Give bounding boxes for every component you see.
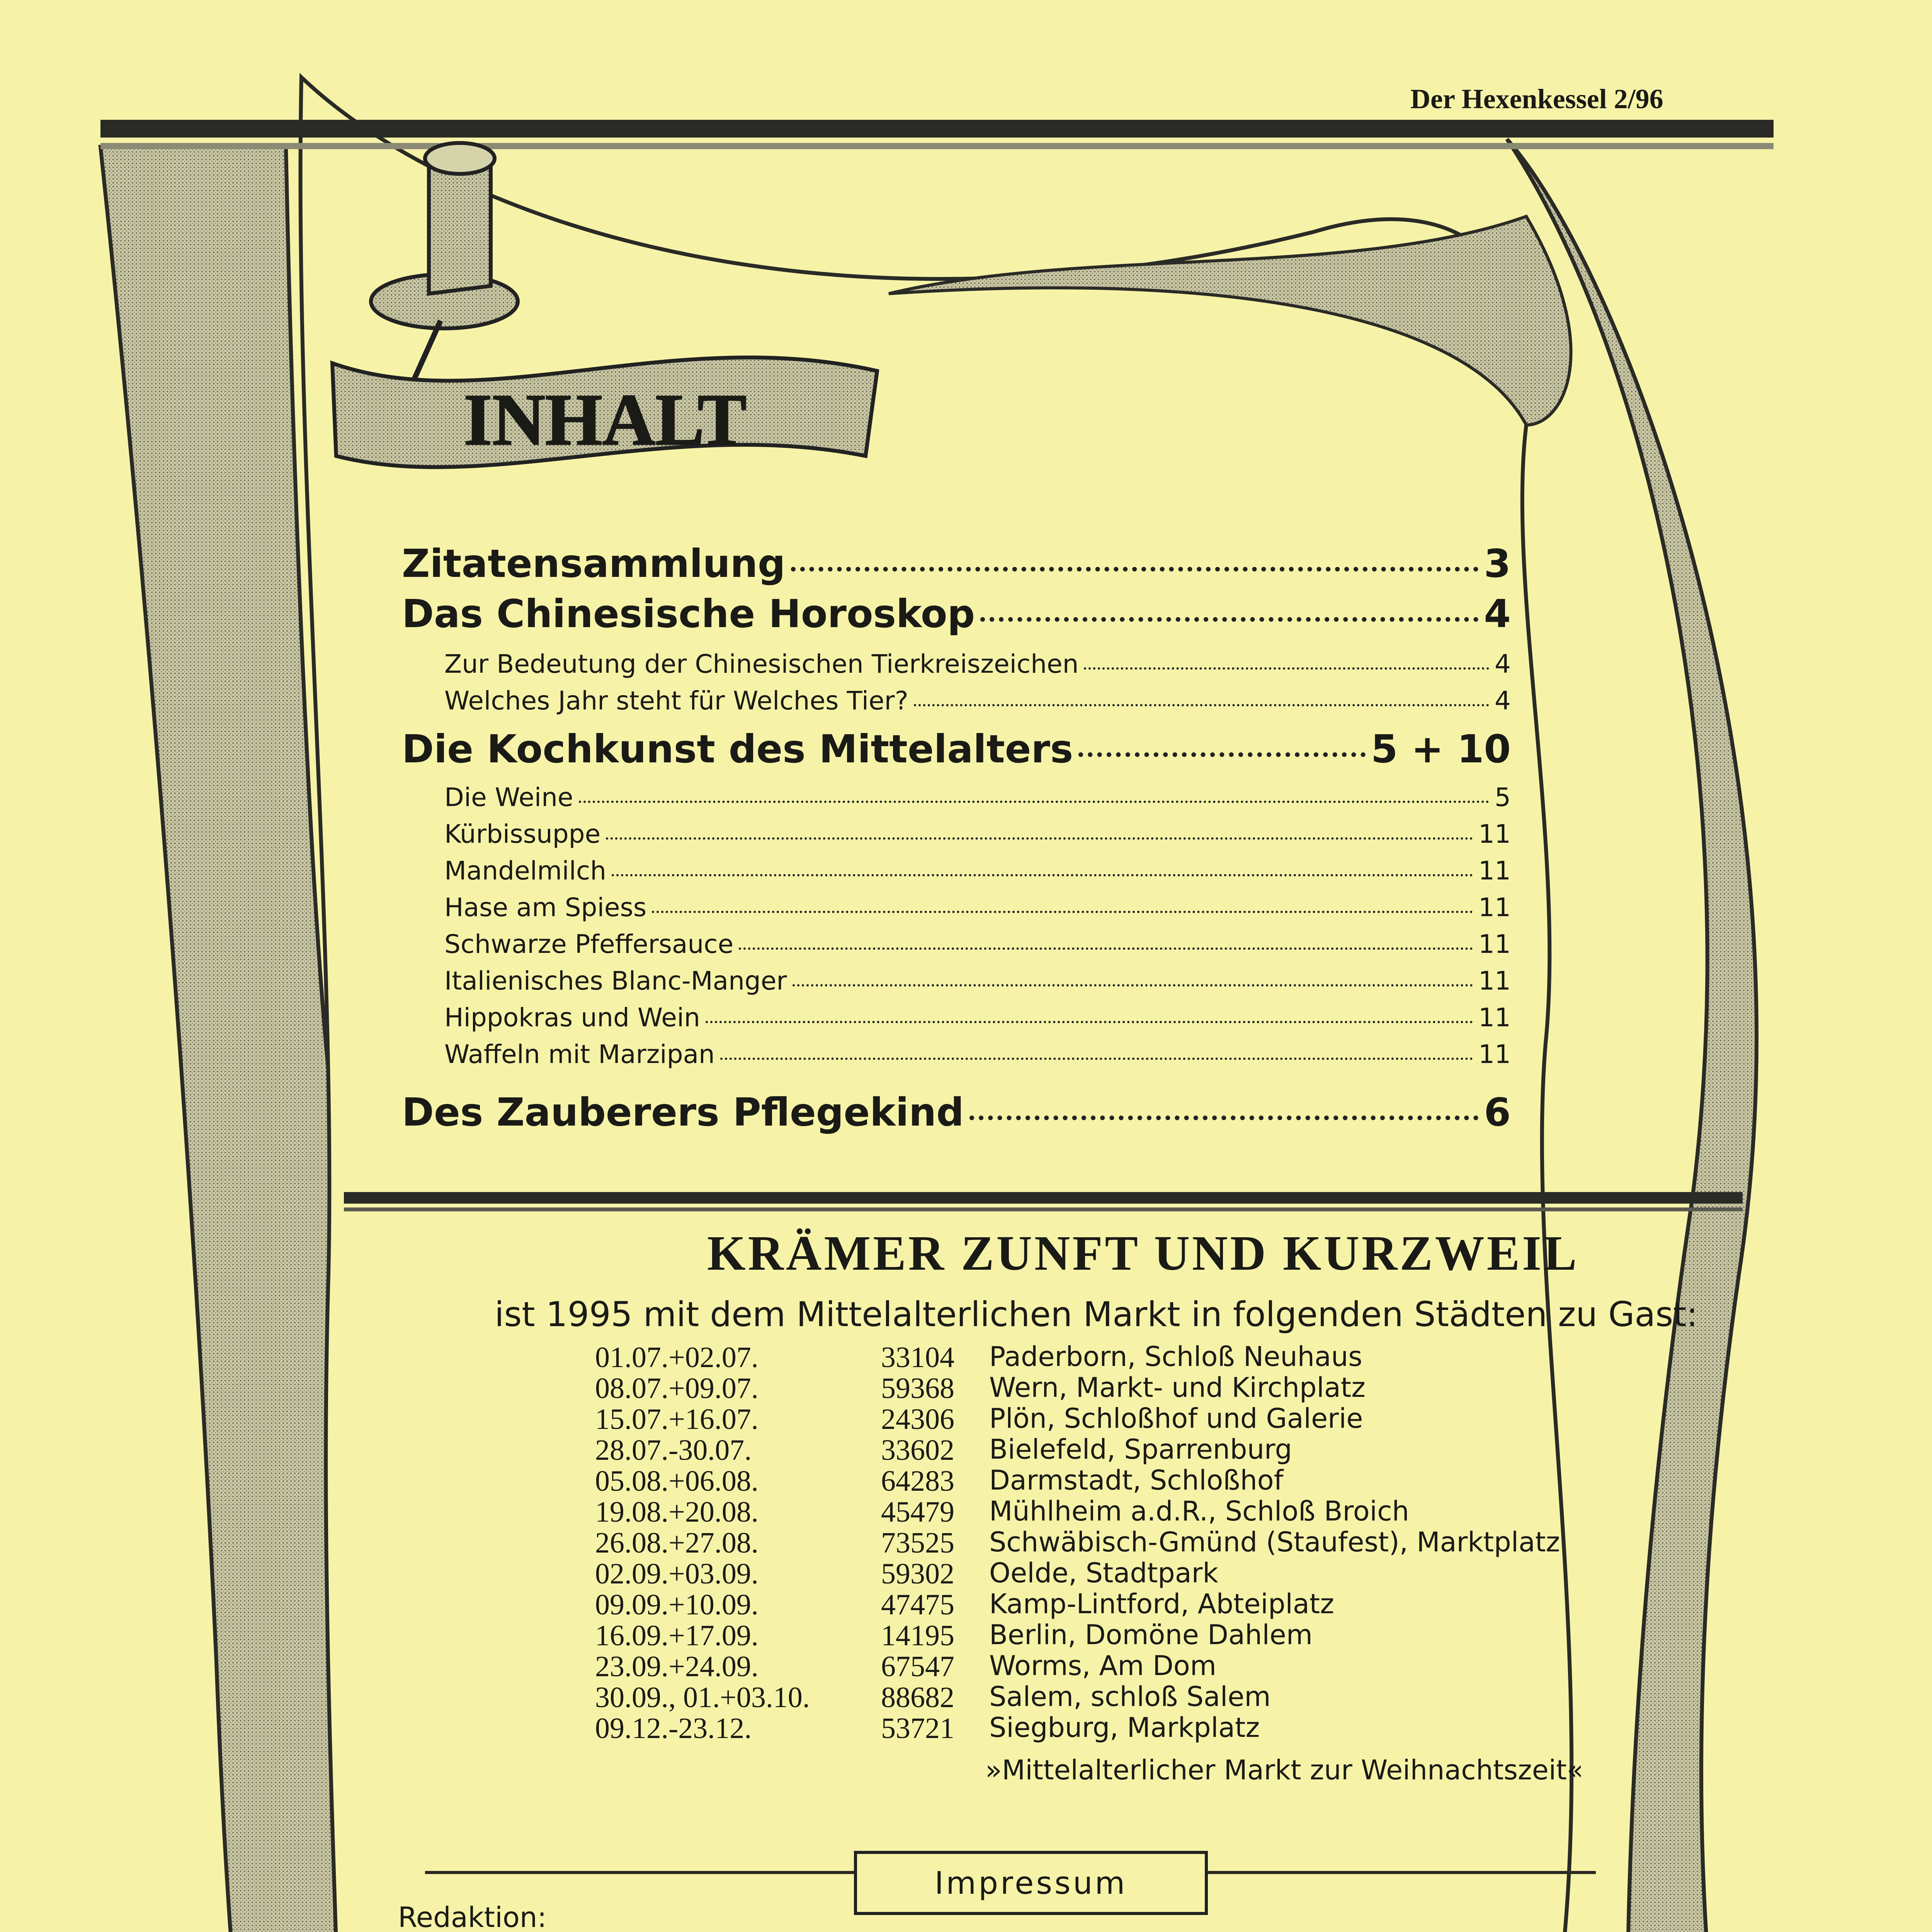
market-place: Salem, schloß Salem [989, 1681, 1271, 1713]
impressum-line-right [1206, 1871, 1596, 1874]
toc-entry-label: Mandelmilch [444, 856, 607, 886]
market-place: Bielefeld, Sparrenburg [989, 1434, 1292, 1465]
top-rule [100, 120, 1774, 138]
market-place: Schwäbisch-Gmünd (Staufest), Marktplatz [989, 1526, 1560, 1558]
toc-entry-label: Kürbissuppe [444, 819, 601, 849]
toc-entry-page: 4 [1484, 591, 1511, 636]
toc-entry-page: 4 [1495, 686, 1511, 716]
toc-entry [402, 1090, 1511, 1135]
toc-entry-label: Des Zauberers Pflegekind [402, 1090, 964, 1135]
toc-entry-page: 11 [1478, 893, 1511, 922]
market-place: Mühlheim a.d.R., Schloß Broich [989, 1495, 1409, 1527]
market-zip: 59368 [881, 1372, 954, 1405]
toc-entry-label: Das Chinesische Horoskop [402, 591, 975, 636]
toc-entry [444, 782, 1511, 812]
market-zip: 73525 [881, 1527, 954, 1559]
toc-entry-page: 5 + 10 [1371, 726, 1511, 772]
toc-leader-dots [606, 837, 1473, 840]
toc-leader-dots [1078, 752, 1366, 757]
market-zip: 33602 [881, 1434, 954, 1466]
market-date: 08.07.+09.07. [595, 1372, 759, 1405]
market-zip: 47475 [881, 1588, 954, 1621]
market-date: 01.07.+02.07. [595, 1341, 759, 1374]
market-place: Plön, Schloßhof und Galerie [989, 1403, 1363, 1434]
toc-entry [444, 1039, 1511, 1069]
market-place: Berlin, Domöne Dahlem [989, 1619, 1313, 1651]
market-intro: ist 1995 mit dem Mittelalterlichen Markt in folgenden Städten zu Gast: [495, 1294, 1698, 1334]
market-date: 09.12.-23.12. [595, 1712, 752, 1745]
market-zip: 33104 [881, 1341, 954, 1374]
inhalt-banner [325, 340, 885, 487]
toc-entry-page: 11 [1478, 1039, 1511, 1069]
market-date: 23.09.+24.09. [595, 1650, 759, 1683]
market-zip: 64283 [881, 1465, 954, 1497]
market-zip: 14195 [881, 1619, 954, 1652]
toc-leader-dots [612, 874, 1473, 876]
toc-entry-label: Hase am Spiess [444, 893, 647, 922]
top-rule-thin [100, 143, 1774, 149]
toc-leader-dots [980, 617, 1478, 622]
market-date: 15.07.+16.07. [595, 1403, 759, 1435]
toc-leader-dots [793, 984, 1473, 986]
toc-leader-dots [652, 911, 1473, 913]
toc-entry [402, 541, 1511, 586]
market-date: 02.09.+03.09. [595, 1558, 759, 1590]
market-date: 19.08.+20.08. [595, 1496, 759, 1528]
toc-entry-page: 6 [1484, 1090, 1511, 1135]
toc-entry [444, 929, 1511, 959]
market-zip: 59302 [881, 1558, 954, 1590]
toc-entry-page: 11 [1478, 856, 1511, 886]
toc-leader-dots [914, 704, 1489, 706]
toc-entry [444, 819, 1511, 849]
toc-entry [444, 966, 1511, 996]
toc-entry [402, 591, 1511, 636]
toc-leader-dots [706, 1021, 1473, 1023]
impressum-line-left [425, 1871, 854, 1874]
market-zip: 53721 [881, 1712, 954, 1745]
section-divider [344, 1192, 1743, 1204]
toc-entry [402, 726, 1511, 772]
impressum-heading: Impressum [854, 1851, 1208, 1915]
impressum-label: Redaktion: [398, 1901, 547, 1932]
toc-entry-label: Schwarze Pfeffersauce [444, 929, 734, 959]
toc-entry [444, 1003, 1511, 1032]
inhalt-banner-text: INHALT [464, 379, 747, 461]
toc-leader-dots [579, 801, 1489, 803]
toc-entry [444, 856, 1511, 886]
toc-leader-dots [791, 567, 1479, 571]
market-place: Worms, Am Dom [989, 1650, 1216, 1682]
toc-entry [444, 686, 1511, 716]
market-place: Oelde, Stadtpark [989, 1557, 1218, 1589]
toc-entry-label: Italienisches Blanc-Manger [444, 966, 787, 996]
toc-entry-label: Die Weine [444, 782, 573, 812]
market-date: 28.07.-30.07. [595, 1434, 752, 1466]
market-zip: 67547 [881, 1650, 954, 1683]
toc-entry-label: Waffeln mit Marzipan [444, 1039, 715, 1069]
toc-entry-page: 4 [1495, 649, 1511, 679]
market-date: 09.09.+10.09. [595, 1588, 759, 1621]
toc-entry-page: 5 [1495, 782, 1511, 812]
toc-leader-dots [720, 1058, 1473, 1060]
market-place: Kamp-Lintford, Abteiplatz [989, 1588, 1334, 1620]
toc-entry-label: Welches Jahr steht für Welches Tier? [444, 686, 908, 716]
toc-leader-dots [969, 1116, 1479, 1120]
market-date: 16.09.+17.09. [595, 1619, 759, 1652]
toc-entry [444, 893, 1511, 922]
toc-entry-label: Die Kochkunst des Mittelalters [402, 726, 1073, 772]
market-title: KRÄMER ZUNFT UND KURZWEIL [707, 1226, 1579, 1281]
toc-entry [444, 649, 1511, 679]
toc-entry-page: 11 [1478, 966, 1511, 996]
toc-entry-label: Hippokras und Wein [444, 1003, 700, 1032]
toc-leader-dots [739, 947, 1473, 950]
market-place: Paderborn, Schloß Neuhaus [989, 1341, 1362, 1372]
toc-entry-label: Zitatensammlung [402, 541, 786, 586]
market-zip: 45479 [881, 1496, 954, 1528]
market-place: Wern, Markt- und Kirchplatz [989, 1372, 1366, 1403]
market-place: Siegburg, Markplatz [989, 1712, 1260, 1743]
market-place: Darmstadt, Schloßhof [989, 1464, 1284, 1496]
market-date: 30.09., 01.+03.10. [595, 1681, 810, 1714]
toc-entry-page: 3 [1484, 541, 1511, 586]
market-note: »Mittelalterlicher Markt zur Weihnachtszeit« [985, 1754, 1583, 1786]
toc-entry-page: 11 [1478, 1003, 1511, 1032]
toc-entry-page: 11 [1478, 929, 1511, 959]
page-header-title: Der Hexenkessel 2/96 [1410, 83, 1663, 114]
market-date: 26.08.+27.08. [595, 1527, 759, 1559]
toc-leader-dots [1084, 667, 1489, 670]
market-zip: 24306 [881, 1403, 954, 1435]
toc-entry-label: Zur Bedeutung der Chinesischen Tierkreiszeichen [444, 649, 1079, 679]
market-zip: 88682 [881, 1681, 954, 1714]
toc-entry-page: 11 [1478, 819, 1511, 849]
market-date: 05.08.+06.08. [595, 1465, 759, 1497]
section-divider-thin [344, 1208, 1743, 1211]
